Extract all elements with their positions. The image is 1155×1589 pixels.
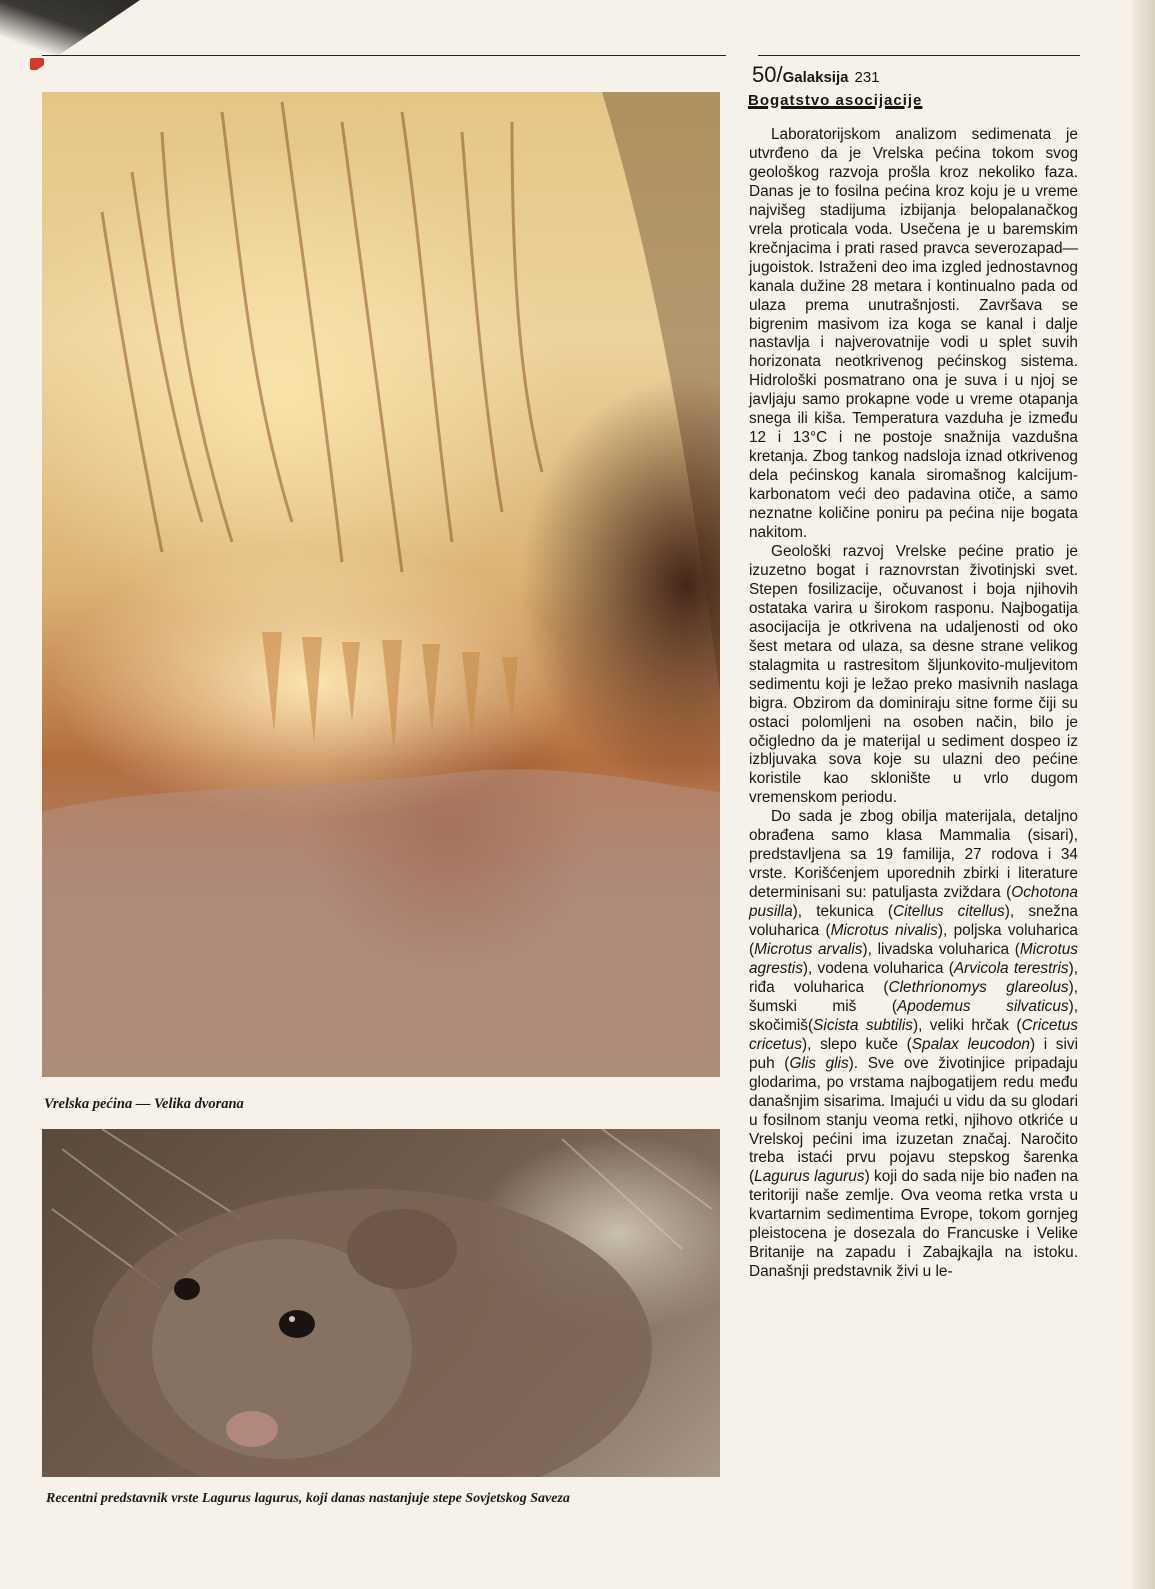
species-latin-name: Apodemus silvaticus [897,997,1069,1015]
species-latin-name: Glis glis [789,1054,849,1072]
species-latin-name: Ochotona pusilla [749,884,1078,921]
paragraph-text: ) i sivi puh ( [749,1035,1078,1072]
page-corner-fold [0,0,140,95]
species-latin-name: Arvicola terestris [953,959,1069,977]
paragraph-text: ), skočimiš( [749,997,1078,1034]
page-edge-shadow [1133,0,1155,1589]
species-latin-name: Microtus arvalis [754,940,863,958]
paragraph-text: ), poljska voluharica ( [749,922,1078,958]
issue-number: 50/ [752,62,783,87]
species-latin-name: Cricetus cricetus [749,1016,1078,1053]
page-number: 231 [854,69,880,86]
paragraph-text: ). Sve ove životinjice pripadaju glodarima, po vrstama najbogatijem redu među današnjim sisarima. Imajući u vidu da su glodari u fosilnom stanju veoma retki, njihovo otkriće u Vrelskoj pećini ima izuzetan značaj. Naročito treba istaći prvu pojavu stepskog šarenka ( [749,1054,1078,1186]
species-latin-name: Sicista subtilis [813,1016,913,1034]
article-paragraph [749,808,1078,1282]
paragraph-text: Do sada je zbog obilja materijala, detaljno obrađena samo klasa Mammalia (sisari), predstavljena sa 19 familija, 27 rodova i 34 vrste. Korišćenjem uporednih zbirki i literature determinisani su: patuljasta zviždara ( [749,808,1078,902]
species-latin-name: Microtus agrestis [749,940,1078,977]
paragraph-text: ), snežna voluharica ( [749,903,1078,940]
vole-photo [42,1129,720,1477]
paragraph-text: Laboratorijskom analizom sedimenata je utvrđeno da je Vrelska pećina tokom svog geološkog razvoja prošla kroz nekoliko faza. Danas je to fosilna pećina kroz koju je u vreme najvišeg stadijuma izbijanja belopalanačkog vrela proticala voda. Usečena je u baremskim krečnjacima i prati rased pravca severozapad—jugoistok. Istraženi deo ima izgled jednostavnog kanala dužine 28 metara i kontinualno pada od ulaza prema unutrašnjosti. Završava se bigrenim masivom iza koga se kanal i dalje nastavlja i najverovatnije vodi u splet suvih horizonata neotkrivenog pećinskog sistema. Hidrološki posmatrano ona je suva i u njoj se javljaju samo prokapne vode u vreme otapanja snega ili kiša. Temperatura vazduha je između 12 i 13°C i ne postoje snažnija vazdušna kretanja. Zbog tankog nadsloja iznad otkrivenog dela pećinskog kanala siromašnog kalcijum-karbonatom veći deo padavina otiče, a samo neznatne količine poniru pa pećina nije bogata nakitom. [749,126,1078,542]
vole-photo-caption: Recentni predstavnik vrste Lagurus lagurus, koji danas nastanjuje stepe Sovjetskog Saveza [46,1491,570,1506]
paragraph-text: ), slepo kuče ( [802,1035,912,1053]
cave-photo [42,92,720,1077]
species-latin-name: Citellus citellus [892,903,1005,921]
paragraph-text: ) koji do sada nije bio nađen na teritoriji naše zemlje. Ova veoma retka vrsta u kvartarnim sedimentima Evrope, tokom gornjeg pleistocena je dosezala do Francuske i Velike Britanije na zapadu i Zabajkajla na istoku. Današnji predstavnik živi u le- [749,1168,1079,1281]
header-rule-left [42,55,726,56]
paragraph-text: Geološki razvoj Vrelske pećine pratio je izuzetno bogat i raznovrstan životinjski svet. Stepen fosilizacije, očuvanost i boja njihovih ostataka varira u širokom rasponu. Najbogatija asocijacija je otkrivena na udaljenosti od oko šest metara od ulaza, sa desne strane velikog stalagmita u rastresitom šljunkovito-muljevitom sedimentu koji je ležao preko masivnih naslaga bigra. Obzirom da dominiraju sitne forme čiji su ostaci polomljeni na osoben način, bilo je očigledno da je materijal u sediment dospeo iz izbljuvaka sova koje su ulazni deo pećine koristile kao sklonište u vrlo dugom vremenskom periodu. [749,542,1078,807]
species-latin-name: Lagurus lagurus [754,1168,865,1186]
paragraph-text: ), livadska voluharica ( [862,940,1020,958]
article-text-column [749,126,1078,1282]
species-latin-name: Clethrionomys glareolus [888,978,1069,996]
section-heading: Bogatstvo asocijacije [748,92,923,109]
species-latin-name: Microtus nivalis [830,922,938,940]
paragraph-text: ), tekunica ( [792,903,893,921]
page-header [752,62,880,88]
header-rule-right [758,55,1080,56]
article-paragraph [749,126,1078,543]
paragraph-text: ), veliki hrčak ( [912,1016,1022,1034]
vole-drawing [42,1129,720,1477]
magazine-name: Galaksija [782,69,849,86]
species-latin-name: Spalax leucodon [911,1035,1030,1053]
paragraph-text: ), riđa voluharica ( [749,959,1079,996]
article-paragraph [749,543,1078,808]
cave-stalactites-drawing [42,92,720,1077]
cave-photo-caption: Vrelska pećina — Velika dvorana [44,1096,244,1112]
paragraph-text: ), šumski miš ( [749,978,1078,1015]
paragraph-text: ), vodena voluharica ( [802,959,954,977]
